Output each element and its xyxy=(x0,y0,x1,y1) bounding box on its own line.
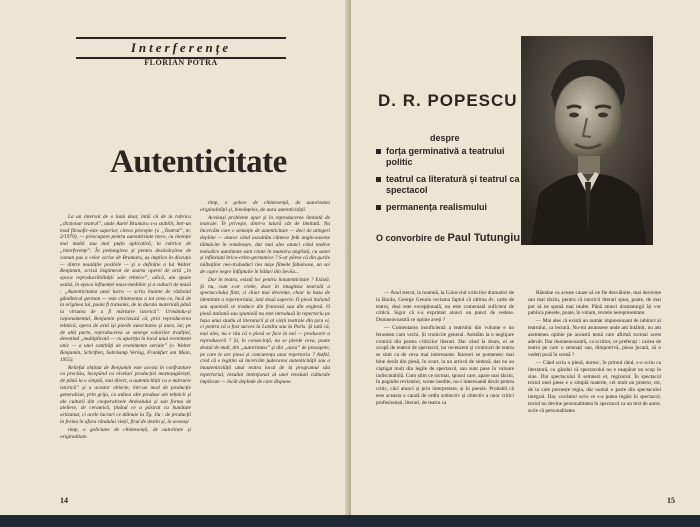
left-column-1 xyxy=(60,214,191,441)
bullet-square-icon xyxy=(376,149,381,154)
author-name: FLORIAN POTRA xyxy=(144,58,218,67)
paragraph: La un interval de o lună doar, întâi că de la rubrica „dicționar teatral”, unde Aurel Brumaru s-a stabilit, într-un mod filosofic-este superior, citeva precepte (v. „Teatrul”, nr. 2/1970), — preocupare pentru autenticitate trece, cu intenție mai multă sau mai puțin aplicativă, la rubrica de „interferențe”. În prelungirea și pentru desăvârșirea de comun pas a celor scrise de Brumaru, aș implica în discuție — dintre noutățile posibile — și o definiție a lui Walter Benjamin, scrisă înspinerat de soarta operei de artă „în epoca reproductibilității sale tehnice”, adică, am spune astăzi, în epoca influenței mass-mediilor și a culturii de masă : „Autenticitatea unui lucru — scria înainte de războiul gânditorul german — este chintesența a tot ceea ce, încă de la originea lui, poate fi transmis, de la durata materială până la virtutea de a fi mărturie istorică”. Urmându-și raționamentul, Benjamin precizează că, prin reproducerea tehnică, opera de artă își pierde autoritatea și aura, iar, pe de altă parte, reproducerea se smerge valorilor tradiției, devenind „multiplicată — cu apariția în locul unui eveniment unic — a unei cantități de evenimente seriale” (v. Walter Benjamin, Schriften, Suhrkamp Verlag, Frankfurt am Main, 1955). xyxy=(60,214,191,363)
portrait-image xyxy=(521,36,653,245)
section-title: Interferențe xyxy=(76,37,286,59)
credit-prefix: O convorbire de xyxy=(376,233,446,243)
bullet-square-icon xyxy=(376,205,381,210)
bullet-square-icon xyxy=(376,177,381,182)
credit-author: Paul Tutungiu xyxy=(447,232,521,244)
paragraph: — Anul trecut, la toamnă, la Colocviul criticilor dramatici de la Bacău, George Genoiu reclama faptul că ultima dv. carte de teatru, deși este excepțională, nu este comentată suficient de critică. Sigur că s-a exprimat atunci un punct de vedere. Dumneavoastră ce opinie aveți ? xyxy=(376,290,514,324)
right-column-2 xyxy=(528,290,661,415)
list-item xyxy=(376,174,526,196)
paragraph: — Comentarea insuficientă a teatrului din volume e un fenomen cam vechi. Și cronicile general. Asistăm la o neglijare cronică din partea criticilor literari. Dar când la drum, ei se ocupă de teatrul de spectacol, iar recenzent și cronicari de teatru se simt ca de ceva mai interesante. Rareori se pomenesc mai bine decât din piesă, în scurt, la un articol de sinteză, dar nu au câștigat mult din legile de spectacol, sau sunt puse în valoare indiscutabilă. Cum știm ce tocmai, spusul care, apare mai târziu, în paginile revistelor, scene inedite, nu-i interesantă decât pentru critic, căci atunci și prin interpretare, și în poezie. Probabil că este aceasta o cauză de ordin subiectiv și obiectiv a unor critici profesioniști, literari, de teatru ca xyxy=(376,324,514,406)
paragraph: Aceleași probleme apar și în reproducerea limitată de teatrale. Te privește, dintr-o latură cât de limitată. Nu încercăm care e senzație de autenticitate — deci de atingeri depline — atunci când ascultăm cântece folk anglo-saxone tălmăcite în românește, dar mai ales atunci când motive melodice autohtone sunt citate în maniera anglistă, cu sunet și inflexiuni brico-celto-germanice ? S-ar părea că din gurile nălbaților neo-trubaduri iies mișe filmele fabuloase, un soi de capre negre înfăptuite în băluri din Seviia... xyxy=(200,214,330,275)
paragraph: Dar în teatru, există loc pentru inautenticitate ? Există. Și nu, cum s-ar crede, doar în imaginea teatrală a spectacolului finit, ci chiar mai devreme, chiar la baza de identitate a repertoriului, iată două aspecte. O piesă italiană sau spaniolă se traduce din franceză sau din engleză. O piesă italiană sau spaniolă nu este introdusă în repertoriu pe baza unui studiu al literaturii și al vieții teatrale din țara ei, ci pentru că a fost succes la Londra sau la Paris. Și iată că, mai ales, nu e rău că o piesă se face la noi — producere a reproducerii ? Și, în consecință, nu se pierde ceva, poate destul de mult, din „autoritatea” și din „aura” de proaspete, pe care le are piesa și concurența unui repertoriu ? Astfel, cred că e legitim să încercăm judecarea autenticității sau a inautenticității unui teatru local de la programul său repertorial, rezultat intenționat al unei tensiuni culturale implicate — încât depinde de care dispune. xyxy=(200,276,330,385)
list-item xyxy=(376,202,526,213)
right-column-1 xyxy=(376,290,514,408)
left-page xyxy=(0,0,350,515)
paragraph: timp, o goliciune de chintesență, de autoritate și originalitate. xyxy=(60,426,191,440)
portrait-photo xyxy=(521,36,653,245)
paragraph: Rămâne ca aceste cauze să ne fie dezvăluite, mai devreme sau mai târziu, pentru că istoricii literari spun, poate, de mai pot să ne spună mai multe. Până atunci dramaturgii își vor publica piesele, poate, în volum, textele nerepresentate. xyxy=(528,290,661,317)
paragraph: Relieful obținut de Benjamin este acesta în confruntare cu precizia, începând cu niveluri producției meșteșugărești, de până la o simplă, mai direct, a autenticității ca o mărturie istorică” și a acestor obiecte, într-un mod de producție generalizat, prin grija, ca atâtea alte produse ale tehnicii și ale culturii din cooperativele Ardealului și sub forma de ateliere, de ceramică, ținând ce a păstrat cu bunătate artizanat, ci acele lucruri ce dăinuie la Tg. Jiu : de producții în forma în afara rândului vieții, firul de destin și, în aceeași xyxy=(60,364,191,425)
page-number-right: 15 xyxy=(667,496,675,505)
interview-credit xyxy=(376,232,520,244)
topic-text: forța germinativă a teatrului politic xyxy=(386,146,505,167)
topic-text: teatrul ca literatură și teatrul ca spectacol xyxy=(386,174,520,195)
paragraph: timp, o golesc de chintesență, de autoritatea originalității și, bineînțeles, de aura autenticității. xyxy=(200,200,330,213)
page-number-left: 14 xyxy=(60,496,68,505)
interviewee-name: D. R. POPESCU xyxy=(378,91,518,110)
despre-label: despre xyxy=(430,133,460,143)
paragraph: — Mai ales că există un număr impresionant de iubitori ai teatrului, ca lectură. Nu-mi asumsese unde am întâlnit, nu am asemenea opinie pe această temă care afirmă tocmai acest adevăr. Dar dumneavoastră, ca scriitor, ce preferați : cartea de teatru pe care o semnați sau, dimpotrivă, piesa jucată, să o vedeți pusă în scenă ? xyxy=(528,318,661,359)
left-column-2 xyxy=(200,200,330,387)
article-headline: Autenticitate xyxy=(110,144,287,180)
list-item xyxy=(376,146,526,168)
page-bottom-edge xyxy=(0,515,700,527)
paragraph: — Când scriu o piesă, doresc, în primul rând, s-o scriu ca literatură, cu gândul că spectacolul nu e neapărat un scop în sine. Dar spectacolul îl semnezi el, regizorul. În spectacol textul unei piese e o simplă materie, cel mult un pretext, tot, de la care pornește regia, dar numai o parte din spectacolul integral. Dar, cuvântul scris ce s-a putea regăsi în spectacol, textul nu devine personalitatea în spectacol ca un text de autor, scrie că personalitatea xyxy=(528,359,661,414)
topic-text: permanența realismului xyxy=(386,202,488,212)
topic-list xyxy=(376,146,526,219)
